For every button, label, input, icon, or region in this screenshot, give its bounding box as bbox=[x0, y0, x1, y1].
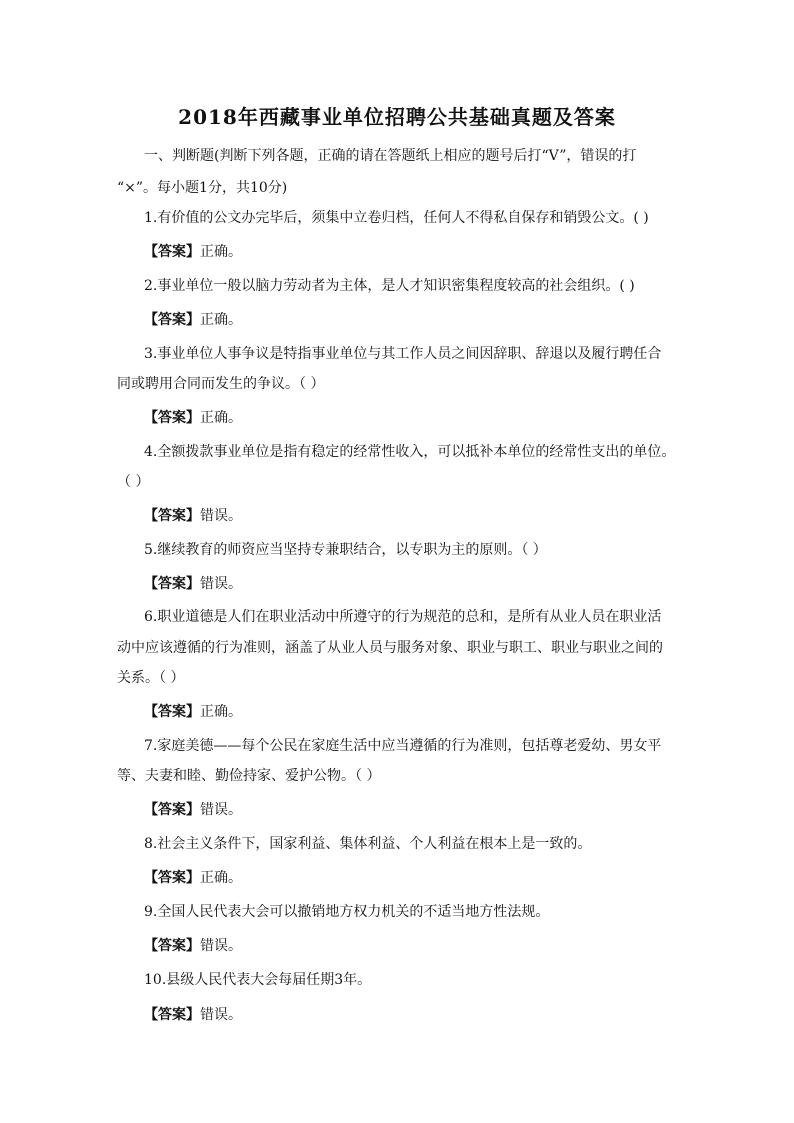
answer-value: 错误。 bbox=[200, 576, 242, 592]
question-1-line-1: 1.有价值的公文办完毕后，须集中立卷归档，任何人不得私自保存和销毁公文。( ) bbox=[144, 210, 649, 226]
question-3-line-1: 3.事业单位人事争议是特指事业单位与其工作人员之间因辞职、辞退以及履行聘任合 bbox=[144, 346, 662, 362]
question-2-line-1: 2.事业单位一般以脑力劳动者为主体，是人才知识密集程度较高的社会组织。( ) bbox=[144, 278, 635, 294]
question-7-line-1: 7.家庭美德——每个公民在家庭生活中应当遵循的行为准则，包括尊老爱幼、男女平 bbox=[144, 738, 662, 754]
answer-4 bbox=[144, 506, 242, 526]
section-heading-line-2: “×”。每小题1分，共10分) bbox=[117, 180, 288, 196]
section-heading-line-1: 一、判断题(判断下列各题，正确的请在答题纸上相应的题号后打“V”，错误的打 bbox=[144, 148, 637, 164]
question-3-line-2: 同或聘用合同而发生的争议。（ ） bbox=[117, 376, 325, 392]
answer-tag: 【答案】 bbox=[144, 244, 200, 260]
question-6-line-2: 动中应该遵循的行为准则，涵盖了从业人员与服务对象、职业与职工、职业与职业之间的 bbox=[117, 640, 663, 656]
question-4-line-2: （ ） bbox=[117, 474, 150, 490]
answer-8 bbox=[144, 868, 242, 888]
answer-5 bbox=[144, 574, 242, 594]
question-10-line-1: 10.县级人民代表大会每届任期3年。 bbox=[144, 972, 372, 988]
answer-value: 正确。 bbox=[200, 244, 242, 260]
answer-tag: 【答案】 bbox=[144, 938, 200, 954]
question-9-line-1: 9.全国人民代表大会可以撤销地方权力机关的不适当地方性法规。 bbox=[144, 904, 550, 920]
answer-3 bbox=[144, 408, 242, 428]
answer-tag: 【答案】 bbox=[144, 704, 200, 720]
answer-10 bbox=[144, 1005, 242, 1025]
answer-tag: 【答案】 bbox=[144, 508, 200, 524]
question-7-line-2: 等、夫妻和睦、勤俭持家、爱护公物。（ ） bbox=[117, 768, 381, 784]
answer-6 bbox=[144, 702, 242, 722]
question-5-line-1: 5.继续教育的师资应当坚持专兼职结合，以专职为主的原则。（ ） bbox=[144, 542, 547, 558]
question-8-line-1: 8.社会主义条件下，国家利益、集体利益、个人利益在根本上是一致的。 bbox=[144, 836, 592, 852]
answer-value: 错误。 bbox=[200, 802, 242, 818]
answer-2 bbox=[144, 310, 242, 330]
answer-value: 正确。 bbox=[200, 312, 242, 328]
question-4-line-1: 4.全额拨款事业单位是指有稳定的经常性收入，可以抵补本单位的经常性支出的单位。 bbox=[144, 444, 676, 460]
answer-1 bbox=[144, 242, 242, 262]
answer-value: 错误。 bbox=[200, 938, 242, 954]
answer-value: 错误。 bbox=[200, 1007, 242, 1023]
answer-value: 正确。 bbox=[200, 410, 242, 426]
answer-value: 错误。 bbox=[200, 508, 242, 524]
question-6-line-1: 6.职业道德是人们在职业活动中所遵守的行为规范的总和，是所有从业人员在职业活 bbox=[144, 609, 662, 625]
answer-tag: 【答案】 bbox=[144, 410, 200, 426]
question-6-line-3: 关系。（ ） bbox=[117, 670, 185, 686]
answer-9 bbox=[144, 936, 242, 956]
answer-value: 正确。 bbox=[200, 870, 242, 886]
answer-tag: 【答案】 bbox=[144, 870, 200, 886]
answer-tag: 【答案】 bbox=[144, 1007, 200, 1023]
answer-tag: 【答案】 bbox=[144, 576, 200, 592]
answer-tag: 【答案】 bbox=[144, 802, 200, 818]
answer-tag: 【答案】 bbox=[144, 312, 200, 328]
answer-7 bbox=[144, 800, 242, 820]
answer-value: 正确。 bbox=[200, 704, 242, 720]
page-title: 2018年西藏事业单位招聘公共基础真题及答案 bbox=[178, 105, 616, 129]
